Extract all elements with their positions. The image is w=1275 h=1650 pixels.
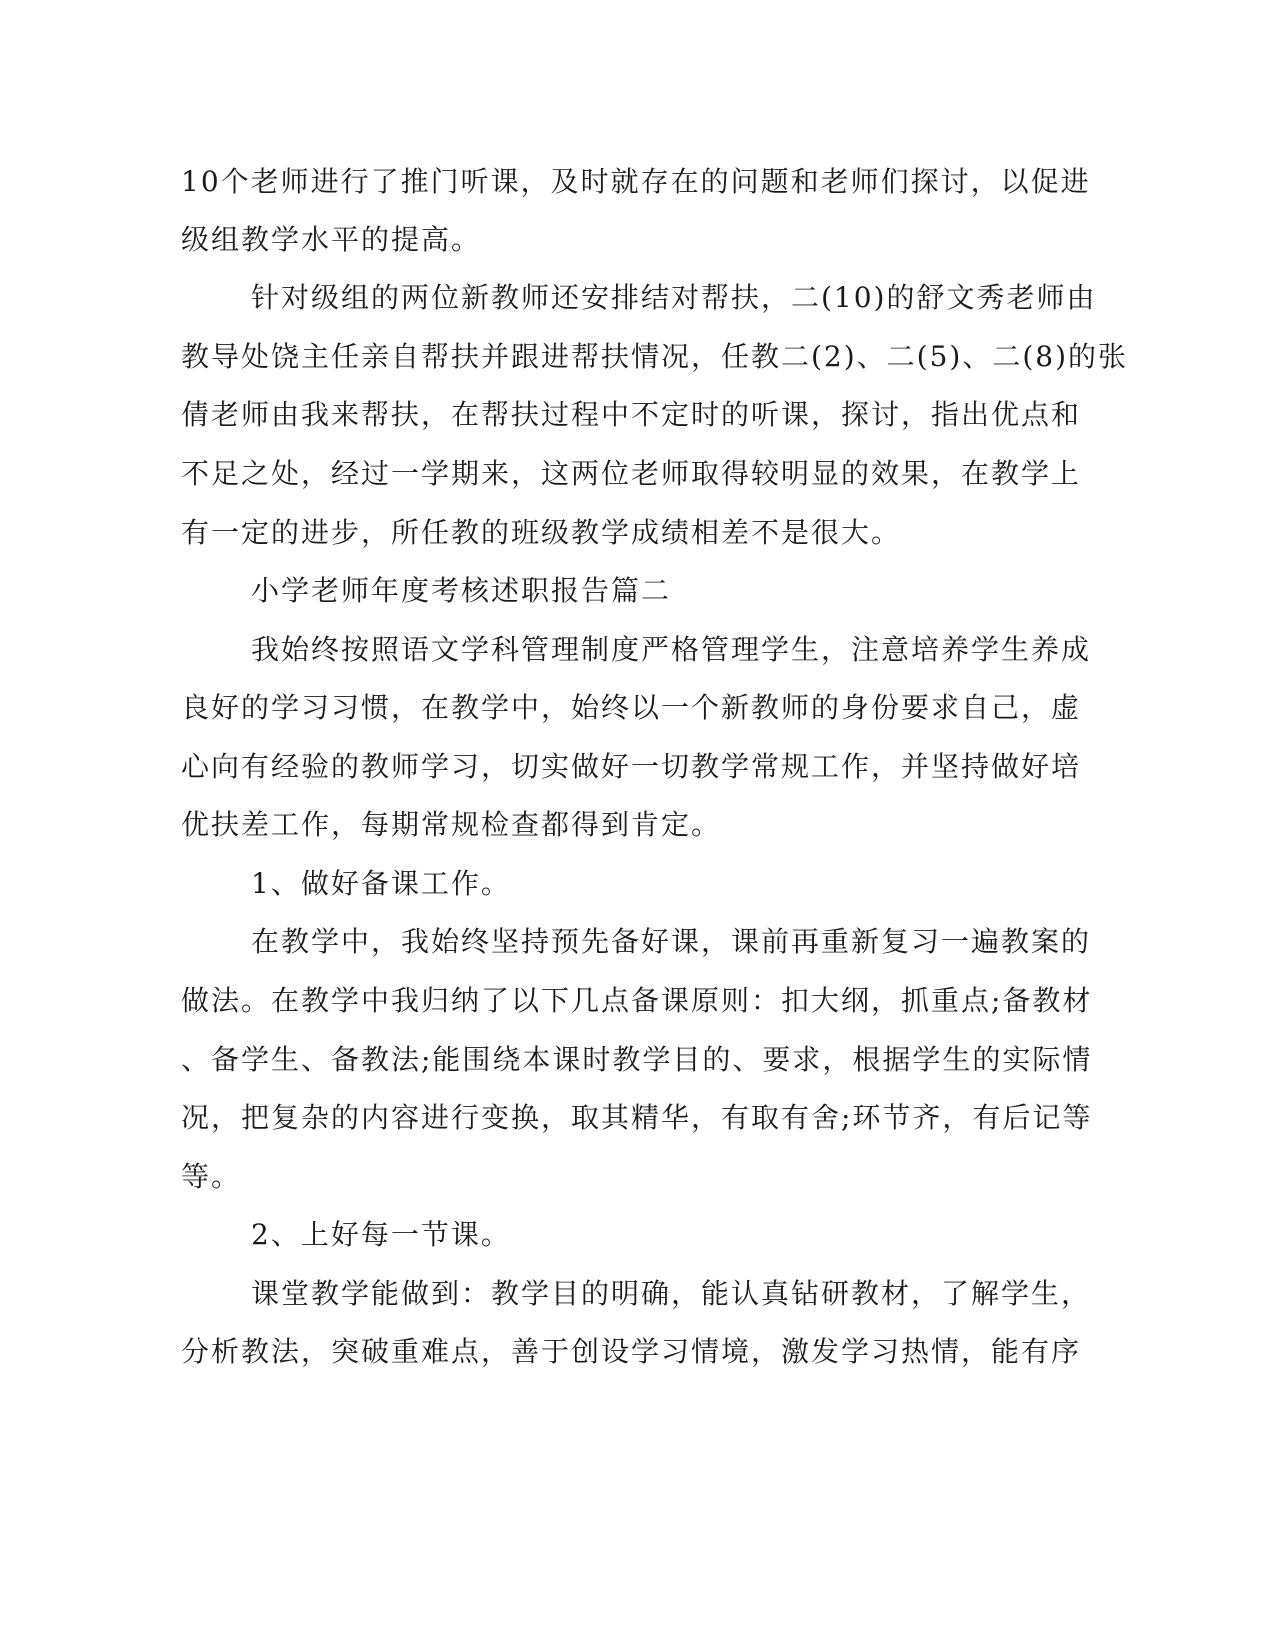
body-text-line: 级组教学水平的提高。 <box>181 223 482 256</box>
body-text-line: 优扶差工作，每期常规检查都得到肯定。 <box>181 808 722 841</box>
body-text-line: 心向有经验的教师学习，切实做好一切教学常规工作，并坚持做好培 <box>181 750 1082 783</box>
body-text-line: 10个老师进行了推门听课，及时就存在的问题和老师们探讨，以促进 <box>181 165 1091 198</box>
body-text-line: 教导处饶主任亲自帮扶并跟进帮扶情况，任教二(2)、二(5)、二(8)的张 <box>181 340 1128 373</box>
body-text-line: 在教学中，我始终坚持预先备好课，课前再重新复习一遍教案的 <box>251 925 1092 958</box>
body-text-line: 针对级组的两位新教师还安排结对帮扶，二(10)的舒文秀老师由 <box>251 281 1097 314</box>
body-text-line: 倩老师由我来帮扶，在帮扶过程中不定时的听课，探讨，指出优点和 <box>181 398 1082 431</box>
body-text-line: 做法。在教学中我归纳了以下几点备课原则：扣大纲，抓重点;备教材 <box>181 984 1093 1017</box>
body-text-line: 良好的学习习惯，在教学中，始终以一个新教师的身份要求自己，虚 <box>181 691 1082 724</box>
body-text-line: 等。 <box>181 1160 242 1193</box>
body-text-line: 不足之处，经过一学期来，这两位老师取得较明显的效果，在教学上 <box>181 457 1082 490</box>
body-text-line: 、备学生、备教法;能围绕本课时教学目的、要求，根据学生的实际情 <box>181 1043 1093 1076</box>
body-text-line: 有一定的进步，所任教的班级教学成绩相差不是很大。 <box>181 516 902 549</box>
numbered-heading: 2、上好每一节课。 <box>251 1218 511 1251</box>
body-text-line: 课堂教学能做到：教学目的明确，能认真钻研教材，了解学生， <box>251 1277 1092 1310</box>
body-text-line: 况，把复杂的内容进行变换，取其精华，有取有舍;环节齐，有后记等 <box>181 1101 1093 1134</box>
numbered-heading: 1、做好备课工作。 <box>251 867 511 900</box>
section-title: 小学老师年度考核述职报告篇二 <box>251 574 672 607</box>
body-text-line: 我始终按照语文学科管理制度严格管理学生，注意培养学生养成 <box>251 633 1092 666</box>
body-text-line: 分析教法，突破重难点，善于创设学习情境，激发学习热情，能有序 <box>181 1335 1082 1368</box>
